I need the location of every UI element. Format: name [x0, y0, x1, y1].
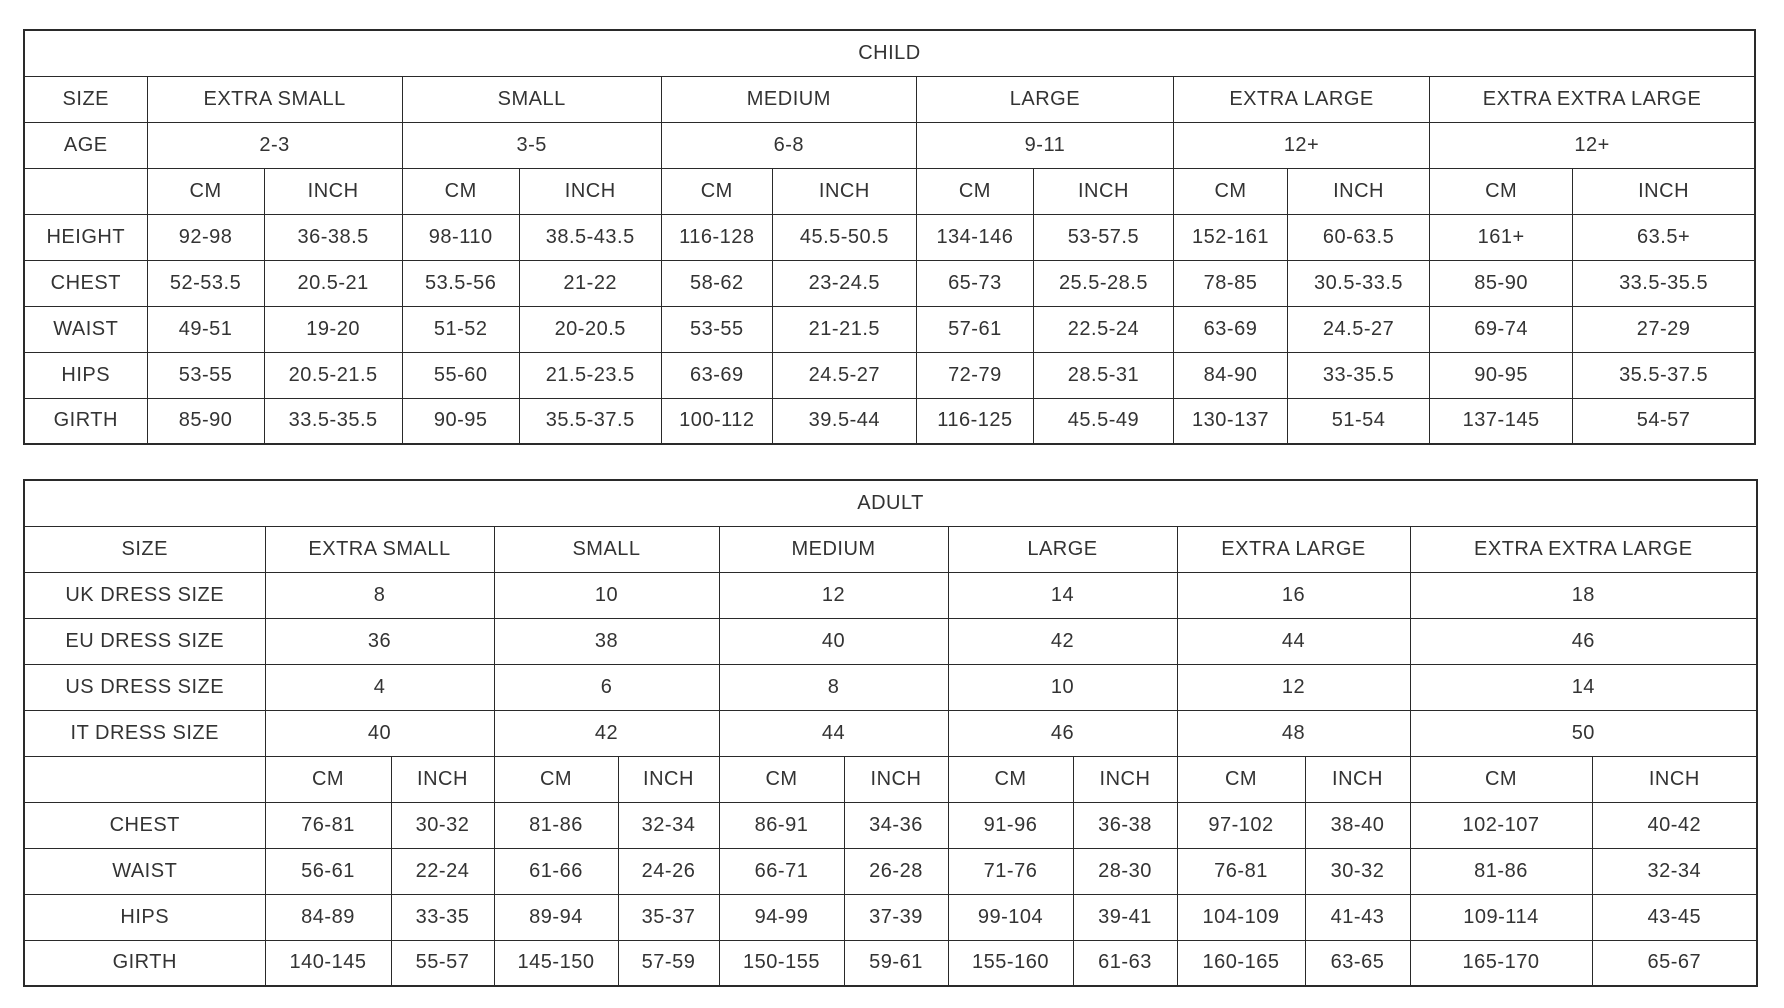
measurement-value: 30-32 — [391, 802, 494, 848]
size-label: SIZE — [24, 76, 147, 122]
measurement-value: 152-161 — [1173, 214, 1287, 260]
measurement-value: 25.5-28.5 — [1033, 260, 1173, 306]
measurement-value: 37-39 — [844, 894, 948, 940]
unit-header: INCH — [844, 756, 948, 802]
measurement-value: 60-63.5 — [1288, 214, 1430, 260]
table-row — [24, 214, 1755, 260]
measurement-value: 33-35.5 — [1288, 352, 1430, 398]
size-header: EXTRA EXTRA LARGE — [1410, 526, 1757, 572]
measurement-value: 33.5-35.5 — [264, 398, 402, 444]
dress-size-value: 4 — [265, 664, 494, 710]
measurement-value: 55-57 — [391, 940, 494, 986]
measurement-value: 23-24.5 — [772, 260, 916, 306]
measurement-value: 26-28 — [844, 848, 948, 894]
measurement-value: 99-104 — [948, 894, 1073, 940]
table-row — [24, 398, 1755, 444]
dress-size-label: EU DRESS SIZE — [24, 618, 265, 664]
adult-size-table — [23, 479, 1758, 987]
unit-header: CM — [494, 756, 618, 802]
child-age-row — [24, 122, 1755, 168]
unit-header: CM — [916, 168, 1033, 214]
unit-header: INCH — [1288, 168, 1430, 214]
table-row — [24, 940, 1757, 986]
unit-header: CM — [402, 168, 519, 214]
dress-size-row — [24, 710, 1757, 756]
measurement-value: 65-73 — [916, 260, 1033, 306]
measurement-value: 53-57.5 — [1033, 214, 1173, 260]
dress-size-label: UK DRESS SIZE — [24, 572, 265, 618]
age-value: 9-11 — [916, 122, 1173, 168]
adult-unit-row — [24, 756, 1757, 802]
dress-size-value: 10 — [948, 664, 1177, 710]
measurement-value: 109-114 — [1410, 894, 1592, 940]
size-header: SMALL — [402, 76, 661, 122]
unit-header: INCH — [1033, 168, 1173, 214]
measurement-value: 51-54 — [1288, 398, 1430, 444]
unit-header: CM — [1177, 756, 1305, 802]
dress-size-value: 6 — [494, 664, 719, 710]
dress-size-value: 14 — [948, 572, 1177, 618]
measurement-value: 35.5-37.5 — [1573, 352, 1755, 398]
age-label: AGE — [24, 122, 147, 168]
measurement-value: 137-145 — [1430, 398, 1573, 444]
measurement-value: 57-61 — [916, 306, 1033, 352]
measurement-value: 102-107 — [1410, 802, 1592, 848]
child-unit-row — [24, 168, 1755, 214]
measurement-value: 98-110 — [402, 214, 519, 260]
dress-size-row — [24, 618, 1757, 664]
measurement-value: 20-20.5 — [519, 306, 661, 352]
dress-size-value: 14 — [1410, 664, 1757, 710]
measurement-value: 84-89 — [265, 894, 391, 940]
measurement-value: 63-69 — [661, 352, 772, 398]
measurement-value: 24.5-27 — [1288, 306, 1430, 352]
dress-size-value: 46 — [1410, 618, 1757, 664]
child-table-title: CHILD — [24, 30, 1755, 76]
unit-header: INCH — [618, 756, 719, 802]
measurement-value: 86-91 — [719, 802, 844, 848]
size-header: EXTRA LARGE — [1173, 76, 1429, 122]
dress-size-value: 40 — [719, 618, 948, 664]
measurement-value: 100-112 — [661, 398, 772, 444]
measurement-value: 19-20 — [264, 306, 402, 352]
unit-header: CM — [661, 168, 772, 214]
age-value: 3-5 — [402, 122, 661, 168]
measurement-value: 61-66 — [494, 848, 618, 894]
measurement-value: 40-42 — [1592, 802, 1757, 848]
measurement-value: 30-32 — [1305, 848, 1410, 894]
age-value: 2-3 — [147, 122, 402, 168]
measurement-label: HIPS — [24, 352, 147, 398]
size-header: EXTRA EXTRA LARGE — [1430, 76, 1755, 122]
measurement-value: 36-38.5 — [264, 214, 402, 260]
measurement-value: 160-165 — [1177, 940, 1305, 986]
child-title-row — [24, 30, 1755, 76]
dress-size-value: 42 — [948, 618, 1177, 664]
measurement-value: 39-41 — [1073, 894, 1177, 940]
dress-size-value: 44 — [719, 710, 948, 756]
measurement-value: 33-35 — [391, 894, 494, 940]
measurement-label: CHEST — [24, 260, 147, 306]
measurement-value: 78-85 — [1173, 260, 1287, 306]
measurement-value: 45.5-50.5 — [772, 214, 916, 260]
unit-header: CM — [1430, 168, 1573, 214]
measurement-value: 63.5+ — [1573, 214, 1755, 260]
measurement-value: 140-145 — [265, 940, 391, 986]
measurement-label: GIRTH — [24, 940, 265, 986]
unit-header: INCH — [264, 168, 402, 214]
measurement-value: 72-79 — [916, 352, 1033, 398]
measurement-value: 55-60 — [402, 352, 519, 398]
dress-size-label: IT DRESS SIZE — [24, 710, 265, 756]
table-row — [24, 848, 1757, 894]
measurement-value: 22-24 — [391, 848, 494, 894]
adult-table-title: ADULT — [24, 480, 1757, 526]
unit-header: INCH — [519, 168, 661, 214]
measurement-value: 155-160 — [948, 940, 1073, 986]
table-row — [24, 894, 1757, 940]
measurement-value: 39.5-44 — [772, 398, 916, 444]
measurement-value: 20.5-21 — [264, 260, 402, 306]
size-header: MEDIUM — [719, 526, 948, 572]
measurement-value: 24.5-27 — [772, 352, 916, 398]
adult-size-row — [24, 526, 1757, 572]
dress-size-value: 8 — [719, 664, 948, 710]
measurement-value: 51-52 — [402, 306, 519, 352]
dress-size-value: 44 — [1177, 618, 1410, 664]
unit-header: INCH — [1573, 168, 1755, 214]
dress-size-value: 8 — [265, 572, 494, 618]
measurement-value: 45.5-49 — [1033, 398, 1173, 444]
unit-header: INCH — [772, 168, 916, 214]
measurement-value: 104-109 — [1177, 894, 1305, 940]
size-header: EXTRA SMALL — [147, 76, 402, 122]
child-size-table — [23, 29, 1756, 445]
dress-size-value: 36 — [265, 618, 494, 664]
table-row — [24, 260, 1755, 306]
measurement-value: 63-65 — [1305, 940, 1410, 986]
unit-header: INCH — [1592, 756, 1757, 802]
unit-row-blank — [24, 756, 265, 802]
measurement-value: 85-90 — [147, 398, 264, 444]
dress-size-row — [24, 664, 1757, 710]
measurement-value: 85-90 — [1430, 260, 1573, 306]
measurement-value: 36-38 — [1073, 802, 1177, 848]
measurement-value: 92-98 — [147, 214, 264, 260]
adult-title-row — [24, 480, 1757, 526]
measurement-value: 32-34 — [618, 802, 719, 848]
measurement-value: 20.5-21.5 — [264, 352, 402, 398]
unit-header: CM — [1173, 168, 1287, 214]
measurement-value: 71-76 — [948, 848, 1073, 894]
dress-size-value: 18 — [1410, 572, 1757, 618]
age-value: 12+ — [1430, 122, 1755, 168]
measurement-label: HIPS — [24, 894, 265, 940]
dress-size-value: 10 — [494, 572, 719, 618]
measurement-value: 53-55 — [147, 352, 264, 398]
measurement-value: 34-36 — [844, 802, 948, 848]
unit-header: INCH — [1305, 756, 1410, 802]
measurement-value: 54-57 — [1573, 398, 1755, 444]
dress-size-value: 48 — [1177, 710, 1410, 756]
dress-size-value: 40 — [265, 710, 494, 756]
measurement-value: 53.5-56 — [402, 260, 519, 306]
measurement-value: 91-96 — [948, 802, 1073, 848]
dress-size-label: US DRESS SIZE — [24, 664, 265, 710]
measurement-value: 43-45 — [1592, 894, 1757, 940]
measurement-value: 41-43 — [1305, 894, 1410, 940]
measurement-value: 165-170 — [1410, 940, 1592, 986]
unit-header: CM — [147, 168, 264, 214]
child-size-row — [24, 76, 1755, 122]
measurement-label: GIRTH — [24, 398, 147, 444]
dress-size-value: 38 — [494, 618, 719, 664]
measurement-value: 35-37 — [618, 894, 719, 940]
measurement-value: 38-40 — [1305, 802, 1410, 848]
dress-size-value: 46 — [948, 710, 1177, 756]
unit-row-blank — [24, 168, 147, 214]
measurement-value: 76-81 — [265, 802, 391, 848]
measurement-value: 84-90 — [1173, 352, 1287, 398]
measurement-value: 33.5-35.5 — [1573, 260, 1755, 306]
measurement-value: 52-53.5 — [147, 260, 264, 306]
measurement-value: 69-74 — [1430, 306, 1573, 352]
size-header: LARGE — [916, 76, 1173, 122]
measurement-label: WAIST — [24, 306, 147, 352]
dress-size-value: 50 — [1410, 710, 1757, 756]
measurement-value: 22.5-24 — [1033, 306, 1173, 352]
age-value: 12+ — [1173, 122, 1429, 168]
measurement-value: 65-67 — [1592, 940, 1757, 986]
measurement-value: 61-63 — [1073, 940, 1177, 986]
age-value: 6-8 — [661, 122, 916, 168]
measurement-label: HEIGHT — [24, 214, 147, 260]
measurement-value: 24-26 — [618, 848, 719, 894]
measurement-value: 134-146 — [916, 214, 1033, 260]
measurement-value: 145-150 — [494, 940, 618, 986]
measurement-value: 116-125 — [916, 398, 1033, 444]
dress-size-row — [24, 572, 1757, 618]
unit-header: CM — [265, 756, 391, 802]
table-row — [24, 802, 1757, 848]
measurement-value: 28.5-31 — [1033, 352, 1173, 398]
measurement-value: 76-81 — [1177, 848, 1305, 894]
measurement-value: 28-30 — [1073, 848, 1177, 894]
measurement-value: 21-21.5 — [772, 306, 916, 352]
measurement-value: 130-137 — [1173, 398, 1287, 444]
measurement-value: 63-69 — [1173, 306, 1287, 352]
measurement-value: 66-71 — [719, 848, 844, 894]
measurement-value: 56-61 — [265, 848, 391, 894]
measurement-value: 35.5-37.5 — [519, 398, 661, 444]
measurement-value: 49-51 — [147, 306, 264, 352]
dress-size-value: 16 — [1177, 572, 1410, 618]
measurement-value: 150-155 — [719, 940, 844, 986]
measurement-value: 97-102 — [1177, 802, 1305, 848]
table-row — [24, 306, 1755, 352]
unit-header: INCH — [1073, 756, 1177, 802]
dress-size-value: 42 — [494, 710, 719, 756]
measurement-value: 58-62 — [661, 260, 772, 306]
measurement-value: 53-55 — [661, 306, 772, 352]
size-header: EXTRA SMALL — [265, 526, 494, 572]
unit-header: CM — [1410, 756, 1592, 802]
measurement-value: 59-61 — [844, 940, 948, 986]
measurement-value: 94-99 — [719, 894, 844, 940]
size-label: SIZE — [24, 526, 265, 572]
measurement-value: 161+ — [1430, 214, 1573, 260]
measurement-value: 57-59 — [618, 940, 719, 986]
measurement-value: 21.5-23.5 — [519, 352, 661, 398]
unit-header: INCH — [391, 756, 494, 802]
measurement-label: WAIST — [24, 848, 265, 894]
measurement-value: 21-22 — [519, 260, 661, 306]
measurement-value: 81-86 — [1410, 848, 1592, 894]
dress-size-value: 12 — [719, 572, 948, 618]
measurement-value: 116-128 — [661, 214, 772, 260]
size-header: EXTRA LARGE — [1177, 526, 1410, 572]
measurement-value: 89-94 — [494, 894, 618, 940]
measurement-value: 90-95 — [402, 398, 519, 444]
measurement-value: 38.5-43.5 — [519, 214, 661, 260]
size-header: SMALL — [494, 526, 719, 572]
size-header: LARGE — [948, 526, 1177, 572]
dress-size-value: 12 — [1177, 664, 1410, 710]
measurement-value: 90-95 — [1430, 352, 1573, 398]
measurement-value: 32-34 — [1592, 848, 1757, 894]
size-header: MEDIUM — [661, 76, 916, 122]
measurement-value: 30.5-33.5 — [1288, 260, 1430, 306]
measurement-label: CHEST — [24, 802, 265, 848]
unit-header: CM — [719, 756, 844, 802]
measurement-value: 27-29 — [1573, 306, 1755, 352]
unit-header: CM — [948, 756, 1073, 802]
measurement-value: 81-86 — [494, 802, 618, 848]
table-row — [24, 352, 1755, 398]
